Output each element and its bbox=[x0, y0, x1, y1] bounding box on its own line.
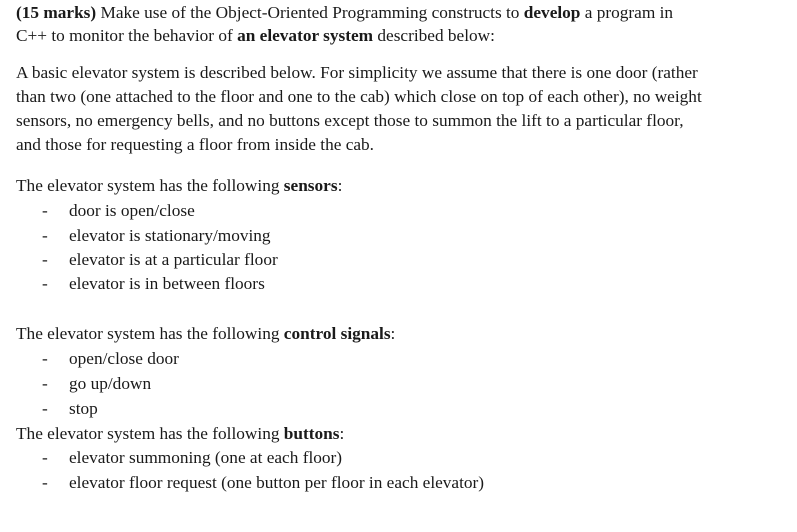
sensor-item-text: elevator is at a particular floor bbox=[69, 250, 278, 269]
header-text-2a: C++ to monitor the behavior of bbox=[16, 26, 238, 45]
buttons-heading bbox=[16, 424, 344, 444]
control-signals-heading bbox=[16, 324, 395, 344]
sensor-list-item bbox=[42, 226, 271, 246]
elevator-system-keyword: an elevator system bbox=[237, 26, 374, 45]
sensors-tail: : bbox=[337, 176, 343, 195]
sensor-item-text: elevator is in between floors bbox=[69, 274, 265, 293]
buttons-keyword: buttons bbox=[283, 424, 340, 443]
buttons-tail: : bbox=[339, 424, 345, 443]
sensors-heading bbox=[16, 176, 342, 196]
intro-line: than two (one attached to the floor and one to the cab) which close on top of each other), no weight bbox=[16, 87, 702, 106]
control-signals-lead: The elevator system has the following bbox=[16, 324, 284, 343]
sensor-list-item bbox=[42, 201, 195, 221]
button-item-text: elevator floor request (one button per floor in each elevator) bbox=[69, 473, 485, 492]
sensor-list-item bbox=[42, 274, 265, 294]
bullet-dash: - bbox=[42, 274, 48, 293]
control-signal-list-item bbox=[42, 374, 151, 394]
bullet-dash: - bbox=[42, 399, 48, 418]
button-list-item bbox=[42, 473, 484, 493]
question-header-line-1 bbox=[16, 3, 673, 23]
bullet-dash: - bbox=[42, 226, 48, 245]
intro-line: sensors, no emergency bells, and no buttons except those to summon the lift to a particular floor, bbox=[16, 111, 684, 130]
control-signals-keyword: control signals bbox=[283, 324, 391, 343]
bullet-dash: - bbox=[42, 448, 48, 467]
sensors-lead: The elevator system has the following bbox=[16, 176, 284, 195]
control-signal-item-text: open/close door bbox=[69, 349, 179, 368]
sensor-item-text: door is open/close bbox=[69, 201, 195, 220]
bullet-dash: - bbox=[42, 201, 48, 220]
bullet-dash: - bbox=[42, 250, 48, 269]
control-signal-list-item bbox=[42, 399, 98, 419]
intro-line: and those for requesting a floor from inside the cab. bbox=[16, 135, 374, 154]
header-text-2b: described below: bbox=[373, 26, 495, 45]
intro-line: A basic elevator system is described below. For simplicity we assume that there is one door (rather bbox=[16, 63, 698, 82]
buttons-lead: The elevator system has the following bbox=[16, 424, 284, 443]
marks-label: (15 marks) bbox=[16, 3, 97, 22]
sensor-item-text: elevator is stationary/moving bbox=[69, 226, 271, 245]
header-text-1b: a program in bbox=[580, 3, 674, 22]
button-list-item bbox=[42, 448, 342, 468]
develop-keyword: develop bbox=[523, 3, 581, 22]
sensors-keyword: sensors bbox=[283, 176, 338, 195]
control-signal-item-text: go up/down bbox=[69, 374, 152, 393]
button-item-text: elevator summoning (one at each floor) bbox=[69, 448, 343, 467]
bullet-dash: - bbox=[42, 473, 48, 492]
bullet-dash: - bbox=[42, 374, 48, 393]
sensor-list-item bbox=[42, 250, 278, 270]
question-header-line-2 bbox=[16, 26, 495, 46]
control-signal-item-text: stop bbox=[69, 399, 98, 418]
header-text-1a: Make use of the Object-Oriented Programming constructs to bbox=[96, 3, 524, 22]
control-signal-list-item bbox=[42, 349, 179, 369]
bullet-dash: - bbox=[42, 349, 48, 368]
control-signals-tail: : bbox=[390, 324, 396, 343]
